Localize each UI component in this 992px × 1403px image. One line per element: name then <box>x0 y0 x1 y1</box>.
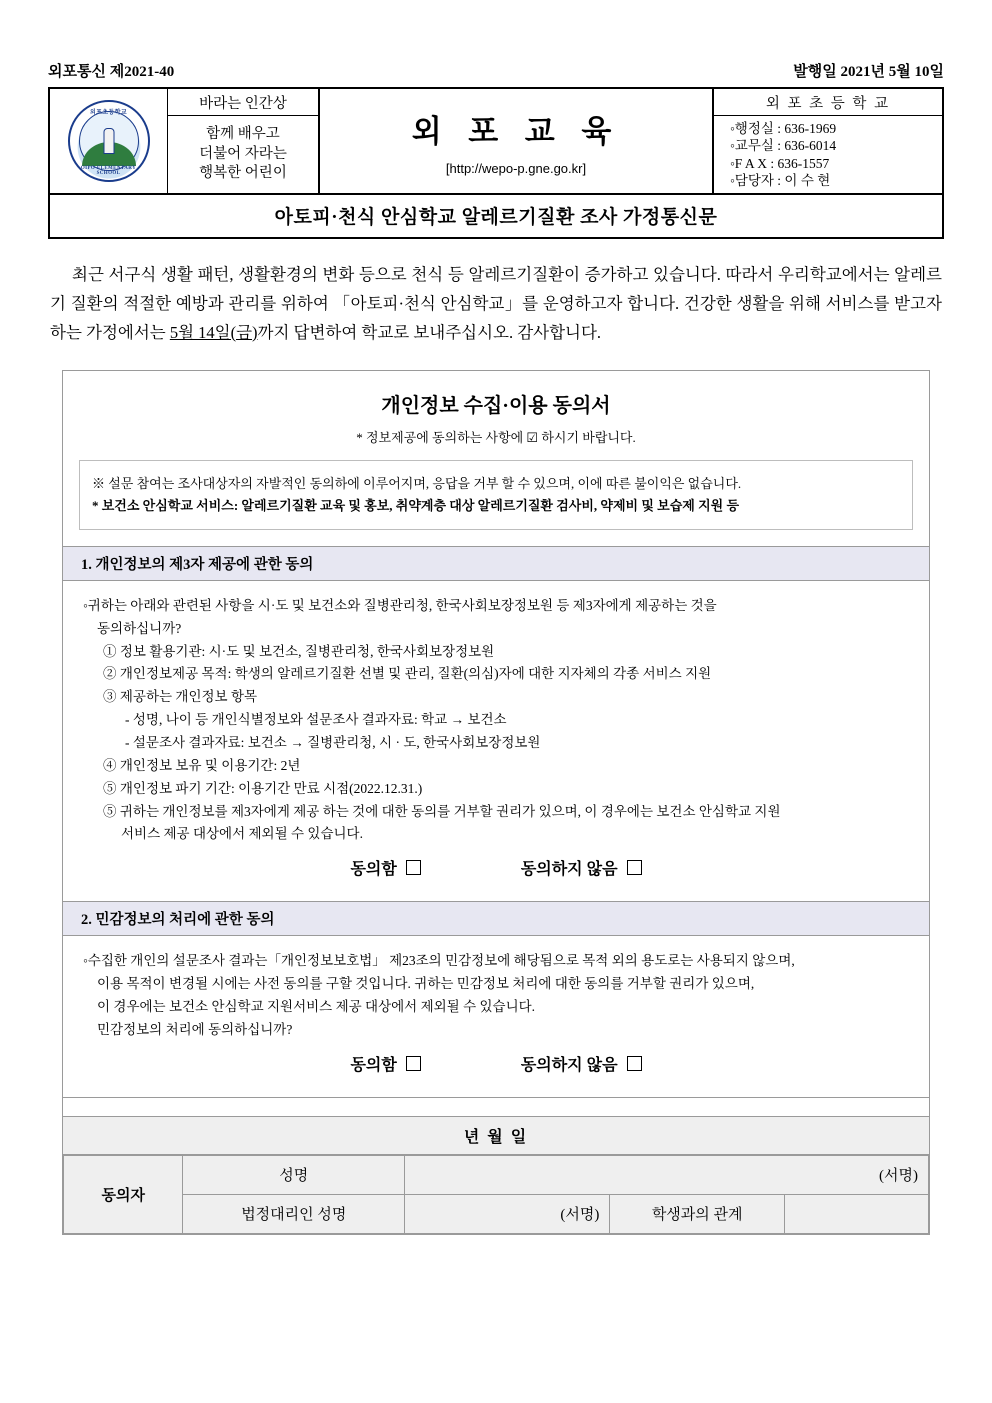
intro-deadline: 5월 14일(금) <box>169 322 258 342</box>
s2-agree-option[interactable] <box>350 1053 420 1079</box>
s2-disagree-checkbox[interactable] <box>627 1056 642 1071</box>
s1-subitem-2: - 설문조사 결과자료: 보건소 → 질병관리청, 시 · 도, 한국사회보장정보원 <box>125 734 541 750</box>
relation-label: 학생과의 관계 <box>610 1194 785 1233</box>
s1-item-4: ④ 개인정보 보유 및 이용기간: 2년 <box>103 757 301 773</box>
logo-top-text: 외포초등학교 <box>89 110 128 116</box>
s1-disagree-checkbox[interactable] <box>627 860 642 875</box>
name-label: 성명 <box>183 1155 405 1194</box>
s2-line-3: 이 경우에는 보건소 안심학교 지원서비스 제공 대상에서 제외될 수 있습니다. <box>97 998 536 1014</box>
consent-note-line-1: ※ 설문 참여는 조사대상자의 자발적인 동의하에 이루어지며, 응답을 거부 할 수 있으며, 이에 따른 불이익은 없습니다. <box>92 475 742 491</box>
consent-note <box>79 460 913 530</box>
document-title: 아토피·천식 안심학교 알레르기질환 조사 가정통신문 <box>48 195 944 239</box>
s1-lead-1: ◦귀하는 아래와 관련된 사항을 시·도 및 보건소와 질병관리청, 한국사회보장정보원 등 제3자에게 제공하는 것을 <box>83 597 717 613</box>
logo-emblem-icon <box>68 100 150 182</box>
intro-paragraph <box>50 261 942 348</box>
s1-item-6a: ⑤ 귀하는 개인정보를 제3자에게 제공 하는 것에 대한 동의를 거부할 권리가 있으며, 이 경우에는 보건소 안심학교 지원 <box>103 803 781 819</box>
contact-teachers-office: ◦교무실 : 636-6014 <box>730 138 837 154</box>
s1-item-6b: 서비스 제공 대상에서 제외될 수 있습니다. <box>121 826 363 842</box>
section-1-answer-row <box>83 857 909 883</box>
contact-block <box>714 89 942 193</box>
newsletter-title-block <box>320 89 714 193</box>
contact-list <box>714 116 942 193</box>
contact-admin-office: ◦행정실 : 636-1969 <box>730 120 837 136</box>
school-name: 외 포 초 등 학 교 <box>714 89 942 116</box>
section-2-answer-row <box>83 1053 909 1079</box>
intro-text-b: 까지 답변하여 학교로 보내주십시오. 감사합니다. <box>257 322 602 342</box>
s1-disagree-option[interactable] <box>521 857 642 883</box>
s1-item-1: ① 정보 활용기관: 시·도 및 보건소, 질병관리청, 한국사회보장정보원 <box>103 643 495 659</box>
intro-text-a: 최근 서구식 생활 패턴, 생활환경의 변화 등으로 천식 등 알레르기질환이 증가하고 있습니다. 따라서 우리학교에서는 알레르기 질환의 적절한 예방과 관리를 위하여 「아토피·천식 안심학교」를 운영하고자 합니다. 건강한 생활을 위해 서비스를 받고자 하는 가정에서는 <box>50 265 942 342</box>
section-2-heading: 2. 민감정보의 처리에 관한 동의 <box>63 901 929 936</box>
s1-agree-option[interactable] <box>350 857 420 883</box>
section-1-heading: 1. 개인정보의 제3자 제공에 관한 동의 <box>63 546 929 581</box>
signature-date-line: 년 월 일 <box>63 1116 929 1155</box>
table-row <box>64 1194 929 1233</box>
consent-form <box>62 370 930 1235</box>
consent-subtitle: * 정보제공에 동의하는 사항에 ☑ 하시기 바랍니다. <box>356 429 636 445</box>
motto-body <box>168 116 318 193</box>
signature-table <box>63 1155 929 1234</box>
s2-agree-checkbox[interactable] <box>406 1056 421 1071</box>
guardian-label: 법정대리인 성명 <box>183 1194 405 1233</box>
s2-line-4: 민감정보의 처리에 동의하십니까? <box>97 1021 293 1037</box>
motto-line-1: 함께 배우고 <box>206 126 280 143</box>
consent-note-line-2: * 보건소 안심학교 서비스: 알레르기질환 교육 및 홍보, 취약계층 대상 알레르기질환 검사비, 약제비 및 보습제 지원 등 <box>92 497 739 513</box>
s2-disagree-label: 동의하지 않음 <box>520 1056 618 1074</box>
s1-agree-label: 동의함 <box>350 861 397 879</box>
motto-line-2: 더불어 자라는 <box>199 145 287 162</box>
consent-title: 개인정보 수집·이용 동의서 <box>381 394 611 417</box>
guardian-signature-field[interactable]: (서명) <box>405 1194 610 1233</box>
masthead <box>48 87 944 195</box>
contact-fax: ◦F A X : 636-1557 <box>730 155 830 171</box>
s2-disagree-option[interactable] <box>521 1053 642 1079</box>
contact-person: ◦담당자 : 이 수 현 <box>730 172 831 188</box>
s1-disagree-label: 동의하지 않음 <box>520 861 618 879</box>
newsletter-title: 외 포 교 육 <box>411 114 621 149</box>
table-row <box>64 1155 929 1194</box>
issue-date: 발행일 2021년 5월 10일 <box>793 64 944 80</box>
issue-number: 외포통신 제2021-40 <box>48 64 175 80</box>
s1-item-2: ② 개인정보제공 목적: 학생의 알레르기질환 선별 및 관리, 질환(의심)자에 대한 지자체의 각종 서비스 지원 <box>103 666 712 682</box>
agreer-label: 동의자 <box>64 1155 183 1233</box>
s1-lead-2: 동의하십니까? <box>97 620 182 636</box>
motto-line-3: 행복한 어린이 <box>199 165 287 182</box>
motto-title: 바라는 인간상 <box>168 89 318 116</box>
logo-bottom-text: OIPO ELEMENTARY SCHOOL <box>80 166 137 176</box>
s2-agree-label: 동의함 <box>350 1056 397 1074</box>
school-logo <box>50 89 168 193</box>
section-1-body <box>63 581 929 901</box>
name-signature-field[interactable]: (서명) <box>405 1155 929 1194</box>
school-website-url: [http://wepo-p.gne.go.kr] <box>445 161 587 176</box>
s1-item-5: ⑤ 개인정보 파기 기간: 이용기간 만료 시점(2022.12.31.) <box>103 780 423 796</box>
s1-item-3: ③ 제공하는 개인정보 항목 <box>103 689 258 705</box>
motto-block <box>168 89 320 193</box>
relation-input-field[interactable] <box>784 1194 928 1233</box>
s1-subitem-1: - 성명, 나이 등 개인식별정보와 설문조사 결과자료: 학교 → 보건소 <box>125 712 507 728</box>
s2-line-2: 이용 목적이 변경될 시에는 사전 동의를 구할 것입니다. 귀하는 민감정보 처리에 대한 동의를 거부할 권리가 있으며, <box>97 976 755 992</box>
s1-agree-checkbox[interactable] <box>406 860 421 875</box>
header-line <box>48 60 944 81</box>
section-divider <box>63 1097 929 1116</box>
s2-line-1: ◦수집한 개인의 설문조사 결과는「개인정보보호법」 제23조의 민감정보에 해당됨으로 목적 외의 용도로는 사용되지 않으며, <box>83 953 795 969</box>
section-2-body <box>63 936 929 1096</box>
